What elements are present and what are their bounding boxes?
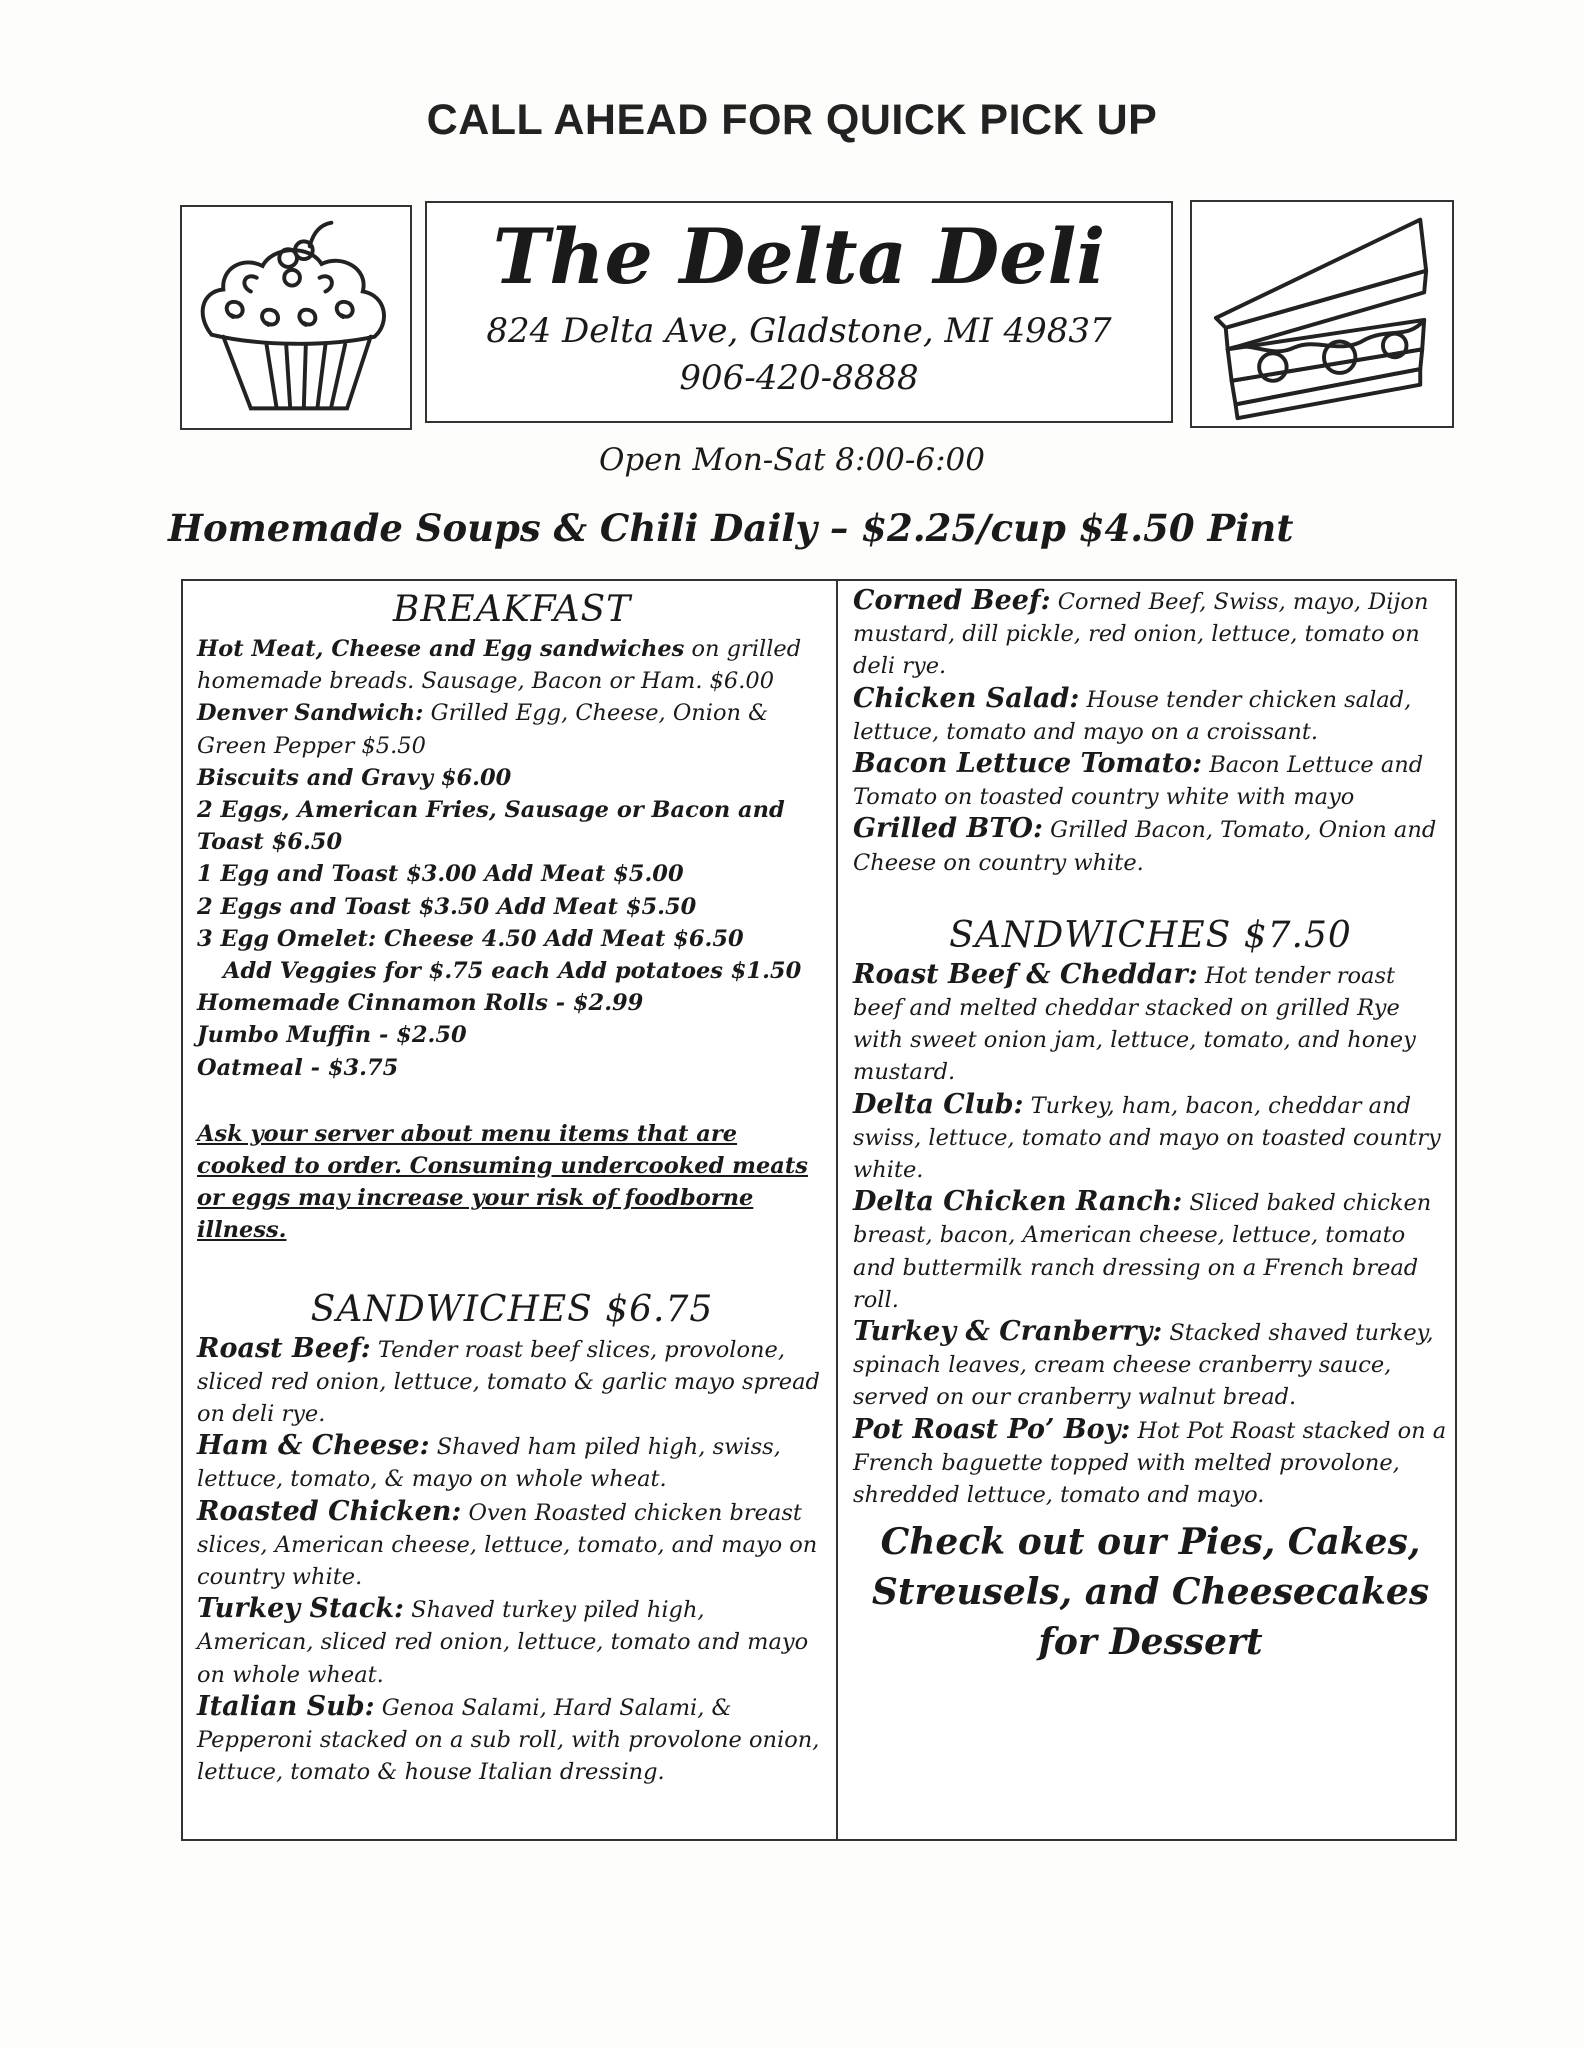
breakfast-item: 2 Eggs, American Fries, Sausage or Bacon and Toast $6.50 [197, 797, 785, 856]
menu-item: Delta Club: Turkey, ham, bacon, cheddar and swiss, lettuce, tomato and mayo on toasted country white. [853, 1088, 1441, 1184]
breakfast-item: Oatmeal - $3.75 [197, 1054, 399, 1081]
breakfast-item: Biscuits and Gravy $6.00 [197, 764, 512, 791]
breakfast-item: Jumbo Muffin - $2.50 [197, 1022, 467, 1049]
call-ahead-banner: CALL AHEAD FOR QUICK PICK UP [426, 96, 1158, 144]
column-divider [836, 579, 838, 1841]
cupcake-frame [180, 205, 412, 430]
deli-name: The Delta Deli [492, 212, 1106, 301]
menu-item: Turkey Stack: Shaved turkey piled high, American, sliced red onion, lettuce, tomato and mayo on whole wheat. [197, 1593, 809, 1688]
cupcake-icon [182, 207, 410, 428]
menu-item: Chicken Salad: House tender chicken salad, lettuce, tomato and mayo on a croissant. [853, 682, 1412, 745]
menu-item: Roast Beef: Tender roast beef slices, provolone, sliced red onion, lettuce, tomato & garlic mayo spread on deli rye. [197, 1332, 820, 1428]
soups-line: Homemade Soups & Chili Daily – $2.25/cup $4.50 Pint [168, 506, 1294, 550]
menu-item: Roasted Chicken: Oven Roasted chicken breast slices, American cheese, lettuce, tomato, and mayo on country white. [197, 1495, 818, 1591]
breakfast-item: 1 Egg and Toast $3.00 Add Meat $5.00 [197, 861, 684, 888]
sandwich-icon [1192, 202, 1452, 426]
menu-item: Bacon Lettuce Tomato: Bacon Lettuce and Tomato on toasted country white with mayo [853, 748, 1424, 811]
menu-item: Delta Chicken Ranch: Sliced baked chicken breast, bacon, American cheese, lettuce, tomato and buttermilk ranch dressing on a French bread roll. [853, 1186, 1432, 1313]
menu-item: Roast Beef & Cheddar: Hot tender roast beef and melted cheddar stacked on grilled Rye with sweet onion jam, lettuce, tomato, and honey mustard. [853, 958, 1416, 1086]
breakfast-heading: BREAKFAST [392, 589, 632, 630]
deli-title-box [425, 201, 1173, 423]
breakfast-item: 3 Egg Omelet: Cheese 4.50 Add Meat $6.50 [197, 925, 744, 952]
opening-hours: Open Mon-Sat 8:00-6:00 [598, 442, 985, 478]
breakfast-item: Denver Sandwich: Grilled Egg, Cheese, Onion & Green Pepper $5.50 [197, 700, 769, 759]
breakfast-item: Homemade Cinnamon Rolls - $2.99 [197, 990, 644, 1017]
menu-item: Ham & Cheese: Shaved ham piled high, swiss, lettuce, tomato, & mayo on whole wheat. [197, 1430, 781, 1493]
menu-item: Corned Beef: Corned Beef, Swiss, mayo, Dijon mustard, dill pickle, red onion, lettuce, tomato on deli rye. [853, 585, 1429, 680]
menu-item: Grilled BTO: Grilled Bacon, Tomato, Onion and Cheese on country white. [853, 813, 1437, 876]
breakfast-item: Add Veggies for $.75 each Add potatoes $1.50 [223, 958, 802, 985]
breakfast-item: Hot Meat, Cheese and Egg sandwiches on grilled homemade breads. Sausage, Bacon or Ham. $6.00 [197, 636, 802, 695]
sandwiches-675-heading: SANDWICHES $6.75 [310, 1288, 714, 1330]
menu-item: Pot Roast Po’ Boy: Hot Pot Roast stacked on a French baguette topped with melted provolone, shredded lettuce, tomato and mayo. [853, 1413, 1447, 1509]
menu-item: Italian Sub: Genoa Salami, Hard Salami, & Pepperoni stacked on a sub roll, with provolone onion, lettuce, tomato & house Italian dressing. [197, 1690, 820, 1786]
dessert-callout: Check out our Pies, Cakes, Streusels, and Cheesecakes for Dessert [871, 1521, 1430, 1664]
breakfast-item: 2 Eggs and Toast $3.50 Add Meat $5.50 [197, 893, 697, 920]
menu-item: Turkey & Cranberry: Stacked shaved turkey, spinach leaves, cream cheese cranberry sauce, served on our cranberry walnut bread. [853, 1316, 1434, 1411]
left-column [197, 587, 827, 1789]
sandwiches-750-heading: SANDWICHES $7.50 [949, 914, 1352, 956]
right-column [853, 585, 1448, 1667]
sandwich-frame [1190, 200, 1454, 428]
food-safety-notice: Ask your server about menu items that are cooked to order. Consuming undercooked meats or eggs may increase your risk of foodborne illness. [197, 1120, 808, 1244]
deli-address: 824 Delta Ave, Gladstone, MI 49837 [486, 311, 1112, 351]
deli-phone: 906-420-8888 [679, 358, 919, 398]
